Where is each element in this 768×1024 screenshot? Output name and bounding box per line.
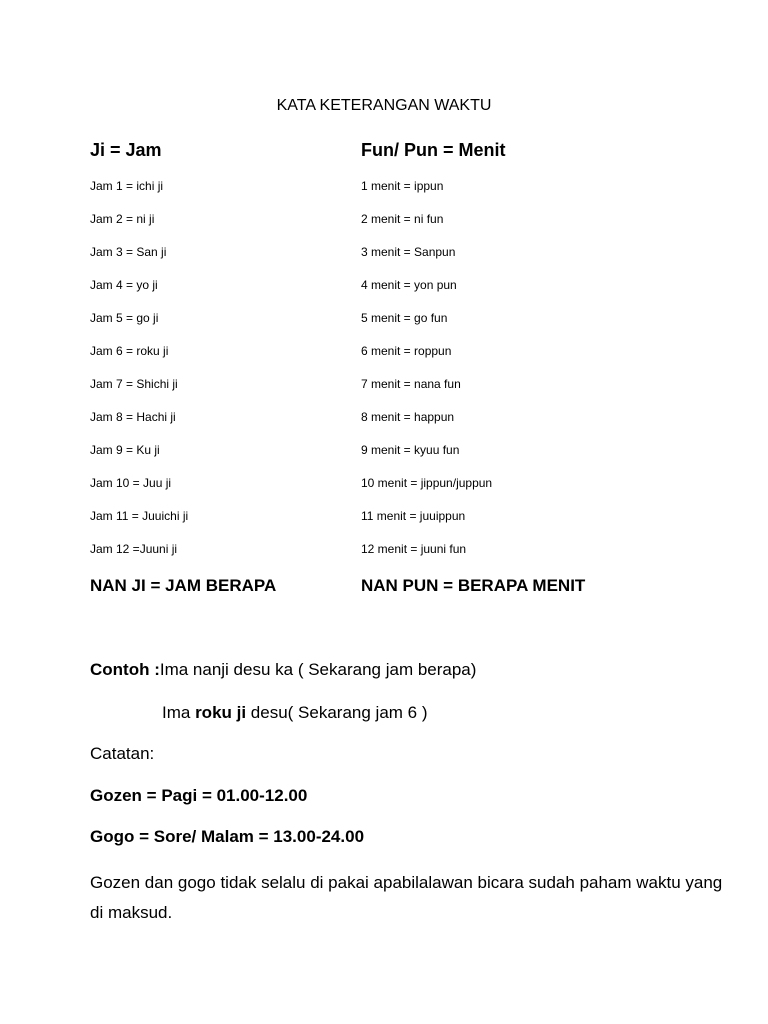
minute-item: 5 menit = go fun (361, 311, 448, 325)
hour-item: Jam 7 = Shichi ji (90, 377, 178, 391)
example-line (90, 659, 476, 681)
hour-item: Jam 12 =Juuni ji (90, 542, 178, 556)
hour-item: Jam 3 = San ji (90, 245, 167, 259)
hour-item: Jam 11 = Juuichi ji (90, 509, 189, 523)
hour-item: Jam 6 = roku ji (90, 344, 169, 358)
hours-header: Ji = Jam (90, 140, 162, 160)
example-text: Ima nanji desu ka ( Sekarang jam berapa) (159, 660, 477, 679)
minute-item: 11 menit = juuippun (361, 509, 466, 523)
gogo-line: Gogo = Sore/ Malam = 13.00-24.00 (90, 827, 365, 846)
minute-item: 8 menit = happun (361, 410, 455, 424)
hour-item: Jam 10 = Juu ji (90, 476, 172, 490)
minute-item: 10 menit = jippun/juppun (361, 476, 493, 490)
hour-item: Jam 5 = go ji (90, 311, 159, 325)
document-title: KATA KETERANGAN WAKTU (276, 97, 492, 114)
hour-item: Jam 2 = ni ji (90, 212, 155, 226)
note-paragraph: Gozen dan gogo tidak selalu di pakai apabilalawan bicara sudah paham waktu yang di maksud. (90, 873, 723, 922)
hours-list (90, 178, 188, 574)
minute-item: 6 menit = roppun (361, 344, 452, 358)
example-label: Contoh : (90, 660, 160, 679)
minute-item: 4 menit = yon pun (361, 278, 457, 292)
minutes-header: Fun/ Pun = Menit (361, 140, 506, 160)
answer-prefix: Ima (162, 703, 196, 722)
hour-item: Jam 4 = yo ji (90, 278, 158, 292)
answer-suffix: desu( Sekarang jam 6 ) (246, 703, 428, 722)
hours-question: NAN JI = JAM BERAPA (90, 576, 277, 595)
hour-item: Jam 9 = Ku ji (90, 443, 160, 457)
minute-item: 1 menit = ippun (361, 179, 444, 193)
hour-item: Jam 1 = ichi ji (90, 179, 164, 193)
minutes-list (361, 178, 492, 574)
hour-item: Jam 8 = Hachi ji (90, 410, 176, 424)
gozen-line: Gozen = Pagi = 01.00-12.00 (90, 786, 308, 805)
minutes-question: NAN PUN = BERAPA MENIT (361, 576, 586, 595)
minute-item: 12 menit = juuni fun (361, 542, 467, 556)
note-label: Catatan: (90, 744, 155, 763)
minute-item: 3 menit = Sanpun (361, 245, 456, 259)
minute-item: 2 menit = ni fun (361, 212, 444, 226)
answer-bold: roku ji (195, 703, 247, 722)
answer-line (162, 702, 428, 724)
minute-item: 7 menit = nana fun (361, 377, 461, 391)
minute-item: 9 menit = kyuu fun (361, 443, 460, 457)
